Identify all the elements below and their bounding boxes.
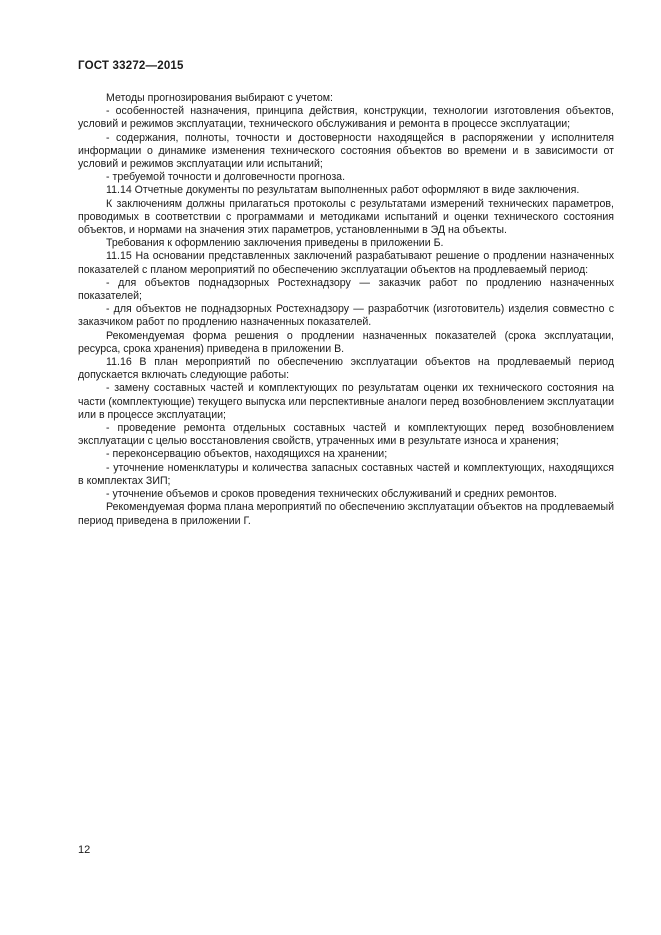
- paragraph: Рекомендуемая форма решения о продлении назначенных показателей (срока эксплуатации, ресурса, срока хранения) приведена в приложении В.: [78, 329, 614, 355]
- paragraph: - переконсервацию объектов, находящихся на хранении;: [106, 448, 388, 461]
- paragraph: - для объектов поднадзорных Ростехнадзору — заказчик работ по продлению назначенных показателей;: [78, 276, 614, 303]
- paragraph: - требуемой точности и долговечности прогноза.: [106, 171, 346, 184]
- paragraph: 11.16 В план мероприятий по обеспечению эксплуатации объектов на продлеваемый период допускается включать следующие работы:: [78, 356, 614, 382]
- paragraph: - уточнение номенклатуры и количества запасных составных частей и комплектующих, находящихся в комплектах ЗИП;: [78, 461, 614, 487]
- paragraph: - замену составных частей и комплектующих по результатам оценки их технического состояния на части (комплектующие) текущего выпуска или перспективные аналоги перед возобновлением эксплуатации или в процессе эксплуатации;: [78, 382, 614, 421]
- paragraph: Рекомендуемая форма плана мероприятий по обеспечению эксплуатации объектов на продлеваемый период приведена в приложении Г.: [78, 501, 614, 527]
- paragraph: Требования к оформлению заключения приведены в приложении Б.: [106, 237, 444, 250]
- document-body: [78, 92, 614, 528]
- paragraph: - проведение ремонта отдельных составных частей и комплектующих перед возобновлением эксплуатации с целью восстановления свойств, утраченных ими в результате износа и хранения;: [78, 422, 614, 448]
- paragraph: Методы прогнозирования выбирают с учетом:: [106, 92, 333, 104]
- paragraph: 11.14 Отчетные документы по результатам выполненных работ оформляют в виде заключения.: [106, 184, 580, 197]
- page-number: 12: [78, 844, 91, 856]
- paragraph: - особенностей назначения, принципа действия, конструкции, технологии изготовления объектов, условий и режимов эксплуатации, технического обслуживания и ремонта в процессе эксплуатации;: [78, 105, 614, 131]
- paragraph: - содержания, полноты, точности и достоверности находящейся в распоряжении у исполнителя информации о динамике изменения технического состояния объектов во времени и в зависимости от условий и режимов эксплуатации или испытаний;: [78, 131, 614, 171]
- paragraph: 11.15 На основании представленных заключений разрабатывают решение о продлении назначенных показателей с планом мероприятий по обеспечению эксплуатации объектов на продлеваемый период:: [78, 250, 614, 276]
- paragraph: - для объектов не поднадзорных Ростехнадзору — разработчик (изготовитель) изделия совместно с заказчиком работ по продлению назначенных показателей.: [78, 303, 614, 329]
- document-header-standard: ГОСТ 33272—2015: [78, 60, 184, 72]
- paragraph: - уточнение объемов и сроков проведения технических обслуживаний и средних ремонтов.: [106, 488, 557, 501]
- paragraph: К заключениям должны прилагаться протоколы с результатами измерений технических параметров, проводимых в соответствии с программами и методиками испытаний и оценки технического состояния объектов, и нормами на значения этих параметров, установленными в ЭД на объекты.: [78, 197, 614, 237]
